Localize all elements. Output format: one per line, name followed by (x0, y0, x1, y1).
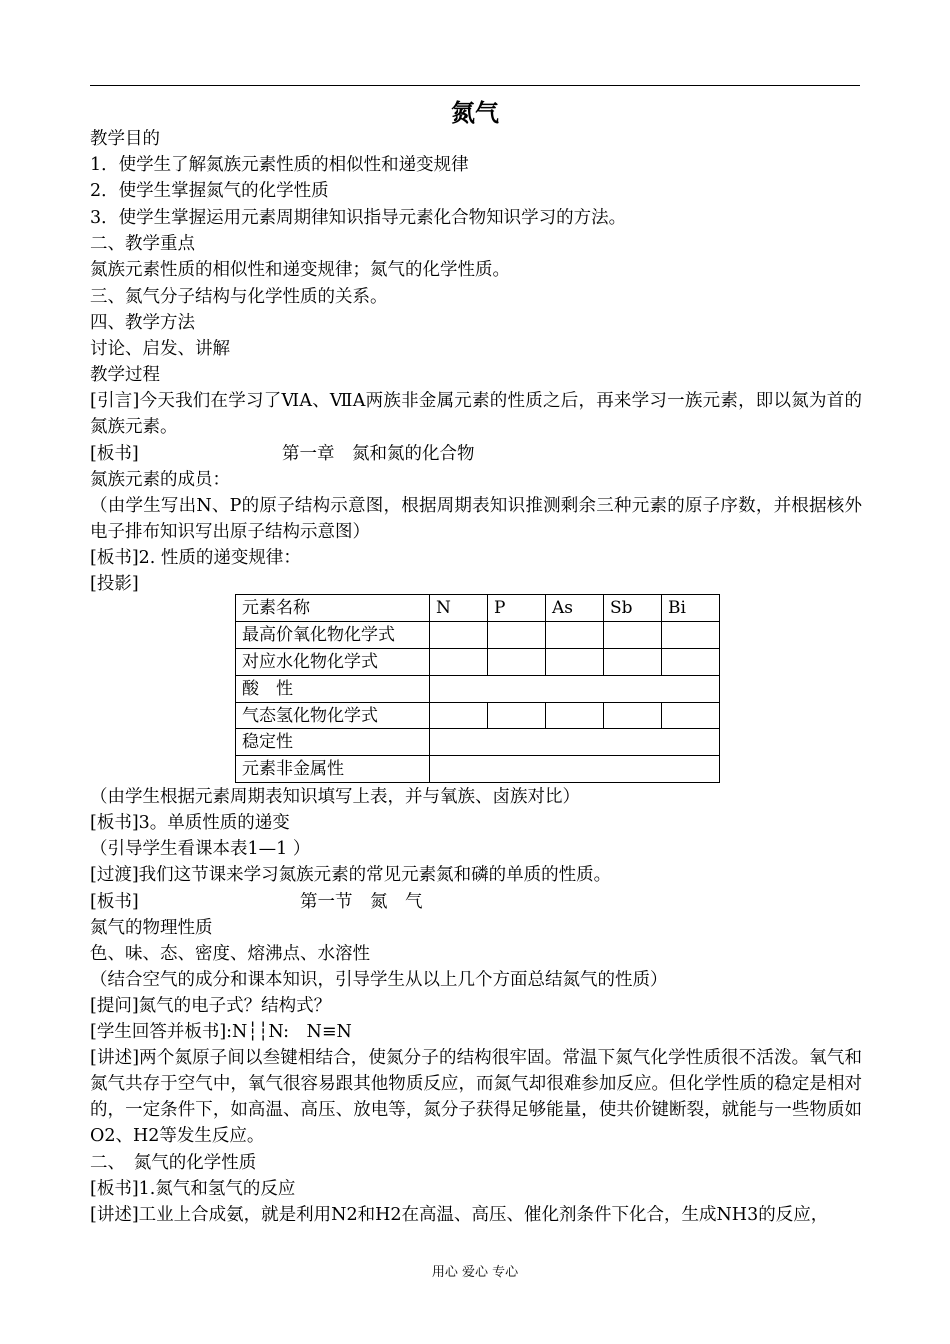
table-cell (662, 702, 720, 729)
text-line: [讲述]工业上合成氨，就是利用N2和H2在高温、高压、催化剂条件下化合，生成NH3的反应， (90, 1205, 829, 1225)
text-line: 3．使学生掌握运用元素周期律知识指导元素化合物知识学习的方法。 (90, 208, 627, 228)
section-heading: 第一节 氮 气 (300, 892, 423, 912)
header-rule (90, 85, 860, 86)
table-cell (488, 621, 546, 648)
table-row (236, 729, 720, 756)
table-cell (604, 648, 662, 675)
chapter-heading: 第一章 氮和氮的化合物 (282, 444, 475, 464)
table-cell-merged (430, 675, 720, 702)
text-line: 三、氮气分子结构与化学性质的关系。 (90, 287, 388, 307)
board-chapter (90, 441, 862, 467)
text-line: 色、味、态、密度、熔沸点、水溶性 (90, 944, 370, 964)
table-cell (488, 648, 546, 675)
table-cell (430, 702, 488, 729)
text-line: （引导学生看课本表1—1 ） (90, 839, 311, 859)
table-cell (546, 702, 604, 729)
text-line: [学生回答并板书]:N┆┆N: N≡N (90, 1022, 352, 1042)
table-row (236, 702, 720, 729)
text-line: 2．使学生掌握氮气的化学性质 (90, 181, 329, 201)
text-line: 二、教学重点 (90, 234, 195, 254)
text-line: 氮族元素性质的相似性和递变规律；氮气的化学性质。 (90, 260, 510, 280)
text-line: 氮气的物理性质 (90, 918, 213, 938)
table-cell: Bi (662, 595, 720, 622)
table-row (236, 675, 720, 702)
text-line: [板书]3。单质性质的递变 (90, 813, 290, 833)
board-tag: [板书] (90, 444, 139, 464)
table-cell (430, 648, 488, 675)
text-line: 氮族元素的成员： (90, 470, 230, 490)
table-row-label: 最高价氧化物化学式 (236, 621, 430, 648)
text-line: 教学目的 (90, 129, 160, 149)
text-line: 四、教学方法 (90, 313, 195, 333)
table-cell: 元素名称 (236, 595, 430, 622)
document-title: 氮气 (451, 99, 499, 127)
table-cell (488, 702, 546, 729)
text-line: [板书]2. 性质的递变规律： (90, 548, 301, 568)
table-cell: Sb (604, 595, 662, 622)
table-cell (430, 621, 488, 648)
text-line: 教学过程 (90, 365, 160, 385)
text-line: （由学生根据元素周期表知识填写上表，并与氧族、卤族对比） (90, 787, 580, 807)
table-cell (604, 621, 662, 648)
table-cell: As (546, 595, 604, 622)
text-line: [过渡]我们这节课来学习氮族元素的常见元素氮和磷的单质的性质。 (90, 865, 612, 885)
text-line: [板书]1.氮气和氢气的反应 (90, 1179, 296, 1199)
page-footer: 用心 爱心 专心 (431, 1265, 519, 1280)
table-row-label: 气态氢化物化学式 (236, 702, 430, 729)
board-section (90, 889, 862, 915)
text-line: [提问]氮气的电子式？结构式？ (90, 996, 332, 1016)
table-cell (546, 621, 604, 648)
table-header-row (236, 595, 720, 622)
intro-paragraph: [引言]今天我们在学习了ⅥA、ⅦA两族非金属元素的性质之后，再来学习一族元素，即以氮为首的氮族元素。 (90, 391, 862, 437)
members-note: （由学生写出N、P的原子结构示意图，根据周期表知识推测剩余三种元素的原子序数，并根据核外电子排布知识写出原子结构示意图） (90, 496, 862, 542)
table-cell: P (488, 595, 546, 622)
table-row (236, 621, 720, 648)
table-row (236, 756, 720, 783)
table-cell (662, 621, 720, 648)
table-row (236, 648, 720, 675)
text-line: 讨论、启发、讲解 (90, 339, 230, 359)
table-row-label: 稳定性 (236, 729, 430, 756)
table-cell-merged (430, 729, 720, 756)
text-line: 二、 氮气的化学性质 (90, 1153, 257, 1173)
table-row-label: 元素非金属性 (236, 756, 430, 783)
text-line: （结合空气的成分和课本知识，引导学生从以上几个方面总结氮气的性质） (90, 970, 668, 990)
table-cell-merged (430, 756, 720, 783)
table-row-label: 酸 性 (236, 675, 430, 702)
table-cell (604, 702, 662, 729)
table-cell (662, 648, 720, 675)
lecture-paragraph: [讲述]两个氮原子间以叁键相结合，使氮分子的结构很牢固。常温下氮气化学性质很不活泼。氧气和氮气共存于空气中，氧气很容易跟其他物质反应，而氮气却很难参加反应。但化学性质的稳定是相对的，一定条件下，如高温、高压、放电等，氮分子获得足够能量，使共价键断裂，就能与一些物质如O2、H2等发生反应。 (90, 1048, 862, 1146)
table-cell (546, 648, 604, 675)
table-row-label: 对应水化物化学式 (236, 648, 430, 675)
board-tag: [板书] (90, 892, 139, 912)
text-line: 1．使学生了解氮族元素性质的相似性和递变规律 (90, 155, 469, 175)
text-line: [投影] (90, 574, 139, 594)
table-cell: N (430, 595, 488, 622)
element-properties-table (235, 594, 720, 783)
